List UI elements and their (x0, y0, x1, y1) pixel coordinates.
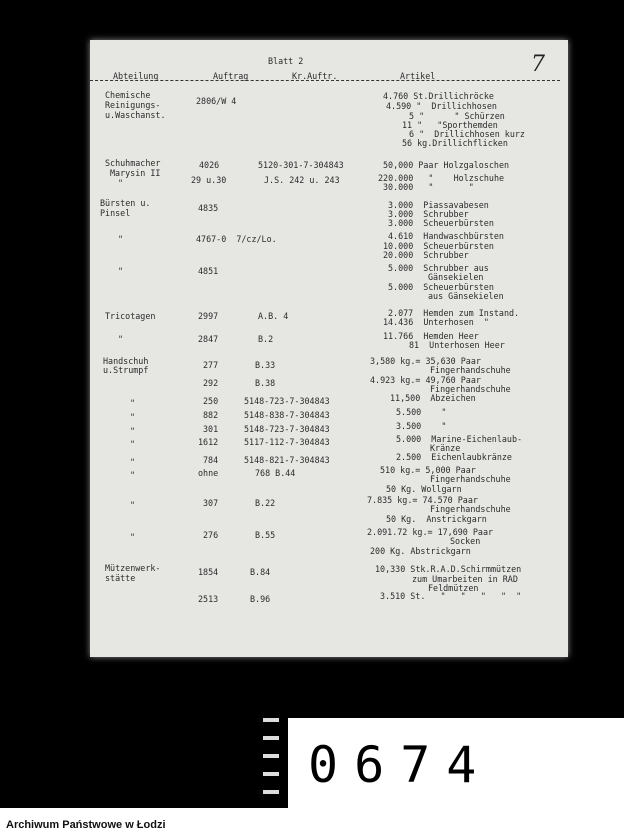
typed-line: " (130, 412, 136, 422)
typed-line: 56 kg.Drillichflicken (402, 138, 508, 148)
typed-line: 3.000 Piassavabesen (388, 200, 489, 210)
typed-line: 4851 (198, 266, 219, 276)
typed-line: " (118, 178, 124, 188)
typed-line: Marysin II (110, 168, 161, 178)
typed-line: B.2 (258, 334, 274, 344)
typed-line: 5.000 Scheuerbürsten (388, 282, 494, 292)
typed-line: 14.436 Unterhosen " (383, 317, 489, 327)
typed-line: 5.500 " (396, 407, 447, 417)
typed-line: 882 (203, 410, 219, 420)
typed-line: 1612 (198, 437, 219, 447)
typed-line: " (130, 457, 136, 467)
typed-line: 10,330 Stk.R.A.D.Schirmmützen (375, 564, 522, 574)
typed-line: u.Strumpf (103, 365, 149, 375)
typed-line: Tricotagen (105, 311, 156, 321)
typed-line: " (118, 334, 124, 344)
typed-line: 11 " "Sporthemden (402, 120, 498, 130)
typed-line: B.96 (250, 594, 271, 604)
typed-line: 2997 (198, 311, 219, 321)
typed-line: " (130, 439, 136, 449)
typed-line: 11.766 Hemden Heer (383, 331, 479, 341)
typed-line: 5148-821-7-304843 (244, 455, 330, 465)
typed-line: 4.610 Handwaschbürsten (388, 231, 504, 241)
typed-line: 301 (203, 424, 219, 434)
typed-line: 3.500 " (396, 421, 447, 431)
typed-line: 1854 (198, 567, 219, 577)
typed-line: 6 " Drillichhosen kurz (409, 129, 525, 139)
typed-line: " (130, 500, 136, 510)
typed-line: 50,000 Paar Holzgaloschen (383, 160, 510, 170)
typed-line: 5.000 Schrubber aus (388, 263, 489, 273)
header-abteilung: Abteilung (113, 71, 159, 81)
typed-line: 3,580 kg.= 35,630 Paar (370, 356, 481, 366)
typed-line: B.84 (250, 567, 271, 577)
typed-line: B.22 (255, 498, 276, 508)
typed-line: Pinsel (100, 208, 131, 218)
typed-line: 5148-723-7-304843 (244, 396, 330, 406)
typed-line: 5 " " Schürzen (409, 111, 505, 121)
typed-line: 5148-838-7-304843 (244, 410, 330, 420)
header-artikel: Artikel (400, 71, 436, 81)
typed-line: 5120-301-7-304843 (258, 160, 344, 170)
typed-line: 768 B.44 (255, 468, 296, 478)
typed-line: 81 Unterhosen Heer (409, 340, 505, 350)
typed-line: Chemische (105, 90, 151, 100)
typed-line: 277 (203, 360, 219, 370)
typed-line: 5.000 Marine-Eichenlaub- (396, 434, 523, 444)
typed-line: 3.000 Schrubber (388, 209, 469, 219)
typed-line: Fingerhandschuhe (430, 384, 511, 394)
typed-line: 250 (203, 396, 219, 406)
page-number-handwritten: 7 (531, 52, 545, 77)
typed-line: u.Waschanst. (105, 110, 166, 120)
typed-line: A.B. 4 (258, 311, 289, 321)
typed-line: 307 (203, 498, 219, 508)
typed-line: 5117-112-7-304843 (244, 437, 330, 447)
typed-line: 3.510 St. " " " " " (380, 591, 522, 601)
typed-line: 2806/W 4 (196, 96, 237, 106)
typed-line: Schuhmacher (105, 158, 161, 168)
typed-line: 200 Kg. Abstrickgarn (370, 546, 471, 556)
typed-line: 4.760 St.Drillichröcke (383, 91, 494, 101)
typed-line: 3.000 Scheuerbürsten (388, 218, 494, 228)
typed-line: 4835 (198, 203, 219, 213)
typed-line: Gänsekielen (428, 272, 484, 282)
typed-line: 4026 (199, 160, 220, 170)
typed-line: 4.590 " Drillichhosen (386, 101, 497, 111)
typed-line: Bürsten u. (100, 198, 151, 208)
typed-line: Mützenwerk- (105, 563, 161, 573)
typed-line: aus Gänsekielen (428, 291, 504, 301)
typed-line: 4.923 kg.= 49,760 Paar (370, 375, 481, 385)
typed-line: Fingerhandschuhe (430, 474, 511, 484)
typed-line: Handschuh (103, 356, 149, 366)
typed-line: 2.500 Eichenlaubkränze (396, 452, 512, 462)
typed-line: Kränze (430, 443, 461, 453)
archive-name: Archiwum Państwowe w Łodzi (6, 819, 166, 831)
typed-line: 30.000 " " (383, 182, 474, 192)
typed-line: 2847 (198, 334, 219, 344)
header-kr-auftrag: Kr.Auftr. (292, 71, 338, 81)
typed-line: 784 (203, 455, 219, 465)
typed-line: 4767-0 7/cz/Lo. (196, 234, 277, 244)
typed-line: B.33 (255, 360, 276, 370)
typed-line: zum Umarbeiten in RAD (412, 574, 518, 584)
typed-line: 20.000 Schrubber (383, 250, 469, 260)
typed-line: " (118, 266, 124, 276)
typed-line: J.S. 242 u. 243 (264, 175, 340, 185)
typed-line: 510 kg.= 5,000 Paar (380, 465, 476, 475)
film-frame-number: 0674 (308, 736, 493, 794)
typed-line: 276 (203, 530, 219, 540)
typed-line: Feldmützen (428, 583, 479, 593)
typed-line: 5148-723-7-304843 (244, 424, 330, 434)
header-auftrag: Auftrag (213, 71, 249, 81)
typed-line: 10.000 Scheuerbürsten (383, 241, 494, 251)
typed-line: Fingerhandschuhe (430, 504, 511, 514)
typed-line: 11,500 Abzeichen (390, 393, 476, 403)
typed-line: Reinigungs- (105, 100, 161, 110)
typed-line: 292 (203, 378, 219, 388)
typed-line: 220.000 " Holzschuhe (378, 173, 505, 183)
typed-line: stätte (105, 573, 136, 583)
header-divider (90, 80, 560, 81)
typed-line: B.55 (255, 530, 276, 540)
archive-footer (0, 808, 624, 840)
typed-line: 50 Kg. Wollgarn (386, 484, 462, 494)
sheet-label: Blatt 2 (268, 56, 304, 66)
typed-line: 2513 (198, 594, 219, 604)
typed-line: Fingerhandschuhe (430, 365, 511, 375)
typed-line: " (130, 398, 136, 408)
typed-line: B.38 (255, 378, 276, 388)
typed-line: Socken (450, 536, 481, 546)
typed-line: " (130, 532, 136, 542)
typed-line: 29 u.30 (191, 175, 227, 185)
typed-line: " (130, 426, 136, 436)
typed-line: 2.077 Hemden zum Instand. (388, 308, 520, 318)
typed-line: " (118, 234, 124, 244)
typed-line: ohne (198, 468, 219, 478)
typed-line: " (130, 470, 136, 480)
typed-line: 2.091.72 kg.= 17,690 Paar (367, 527, 494, 537)
typed-line: 50 Kg. Anstrickgarn (386, 514, 487, 524)
typed-line: 7.835 kg.= 74.570 Paar (367, 495, 478, 505)
